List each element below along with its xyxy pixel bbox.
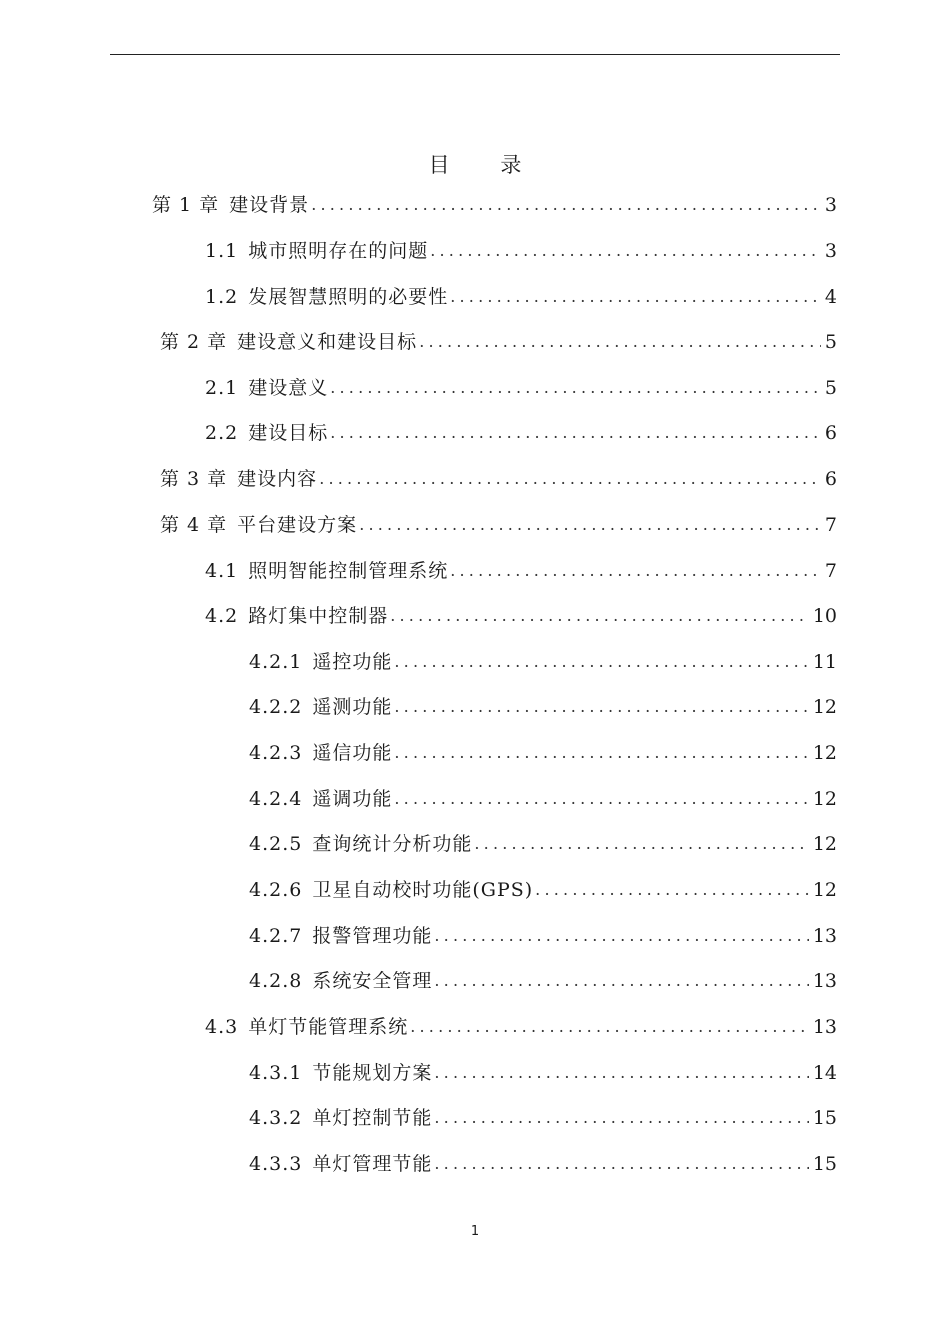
toc-entry-page: 12 <box>812 879 837 901</box>
toc-entry-title: 单灯控制节能 <box>312 1107 433 1129</box>
toc-entry-number: 4.2.7 <box>249 925 303 947</box>
toc-leader-dots <box>434 966 808 996</box>
toc-entry-number: 4.3.1 <box>249 1062 303 1084</box>
toc-entry-number: 4.2.2 <box>249 696 303 718</box>
toc-leader-dots <box>311 190 821 220</box>
toc-entry-title: 建设内容 <box>237 468 318 490</box>
toc-entry-number: 4.2.4 <box>249 788 303 810</box>
toc-entry-4-2-4[interactable] <box>249 784 837 814</box>
toc-leader-dots <box>430 236 821 266</box>
toc-entry-4-2-3[interactable] <box>249 738 837 768</box>
toc-entry-4-2-6[interactable] <box>249 875 837 905</box>
toc-leader-dots <box>330 373 821 403</box>
toc-leader-dots <box>394 647 808 677</box>
toc-entry-number: 4.2.5 <box>249 833 303 855</box>
toc-entry-title: 平台建设方案 <box>237 514 358 536</box>
toc-entry-title: 建设目标 <box>248 422 329 444</box>
toc-entry-number: 4.2.1 <box>249 651 303 673</box>
toc-entry-title: 报警管理功能 <box>312 925 433 947</box>
toc-entry-page: 15 <box>812 1153 837 1175</box>
toc-entry-title: 系统安全管理 <box>312 970 433 992</box>
toc-leader-dots <box>434 1149 808 1179</box>
toc-leader-dots <box>535 875 809 905</box>
toc-entry-number: 第 4 章 <box>160 514 228 536</box>
toc-entry-page: 4 <box>824 286 837 308</box>
toc-entry-ch1[interactable] <box>152 190 837 220</box>
toc-entry-page: 5 <box>824 377 837 399</box>
toc-entry-title: 单灯节能管理系统 <box>248 1016 409 1038</box>
toc-entry-number: 4.3.2 <box>249 1107 303 1129</box>
toc-leader-dots <box>394 692 808 722</box>
toc-leader-dots <box>390 601 809 631</box>
toc-entry-page: 7 <box>824 560 837 582</box>
toc-entry-title: 发展智慧照明的必要性 <box>248 286 449 308</box>
toc-entry-page: 15 <box>812 1107 837 1129</box>
toc-entry-page: 11 <box>812 651 837 673</box>
toc-entry-4-3[interactable] <box>205 1012 837 1042</box>
toc-entry-4-2-8[interactable] <box>249 966 837 996</box>
toc-entry-number: 4.3.3 <box>249 1153 303 1175</box>
toc-leader-dots <box>450 556 821 586</box>
toc-entry-4-3-3[interactable] <box>249 1149 837 1179</box>
toc-entry-4-1[interactable] <box>205 556 837 586</box>
toc-entry-page: 12 <box>812 788 837 810</box>
toc-leader-dots <box>410 1012 809 1042</box>
toc-entry-title: 遥测功能 <box>312 696 393 718</box>
toc-leader-dots <box>474 829 808 859</box>
toc-entry-number: 第 2 章 <box>160 331 228 353</box>
toc-entry-title: 单灯管理节能 <box>312 1153 433 1175</box>
toc-entry-number: 1.1 <box>205 240 239 262</box>
toc-entry-4-2[interactable] <box>205 601 837 631</box>
toc-entry-4-2-2[interactable] <box>249 692 837 722</box>
toc-leader-dots <box>319 464 821 494</box>
toc-entry-title: 城市照明存在的问题 <box>248 240 429 262</box>
page-number: 1 <box>470 1224 480 1239</box>
toc-leader-dots <box>330 418 821 448</box>
toc-entry-title: 遥控功能 <box>312 651 393 673</box>
toc-entry-title: 路灯集中控制器 <box>248 605 389 627</box>
toc-leader-dots <box>434 1103 808 1133</box>
toc-entry-4-2-1[interactable] <box>249 647 837 677</box>
toc-entry-number: 4.3 <box>205 1016 239 1038</box>
toc-leader-dots <box>450 282 821 312</box>
toc-entry-page: 13 <box>812 1016 837 1038</box>
toc-entry-number: 第 1 章 <box>152 194 220 216</box>
toc-entry-title: 查询统计分析功能 <box>312 833 473 855</box>
toc-entry-title: 遥信功能 <box>312 742 393 764</box>
toc-entry-ch3[interactable] <box>160 464 837 494</box>
toc-entry-page: 12 <box>812 833 837 855</box>
toc-entry-1-1[interactable] <box>205 236 837 266</box>
toc-entry-number: 4.2.3 <box>249 742 303 764</box>
toc-entry-number: 4.1 <box>205 560 239 582</box>
toc-entry-4-3-1[interactable] <box>249 1058 837 1088</box>
toc-entry-ch4[interactable] <box>160 510 837 540</box>
toc-entry-4-3-2[interactable] <box>249 1103 837 1133</box>
header-rule <box>110 54 840 55</box>
toc-entry-1-2[interactable] <box>205 282 837 312</box>
toc-entry-title: 建设背景 <box>229 194 310 216</box>
toc-entry-number: 1.2 <box>205 286 239 308</box>
toc-entry-2-1[interactable] <box>205 373 837 403</box>
toc-entry-page: 3 <box>824 194 837 216</box>
toc-entry-title: 建设意义 <box>248 377 329 399</box>
toc-entry-title: 卫星自动校时功能(GPS) <box>312 879 534 901</box>
toc-title: 目 录 <box>428 153 544 177</box>
toc-entry-ch2[interactable] <box>160 327 837 357</box>
toc-entry-title: 节能规划方案 <box>312 1062 433 1084</box>
toc-entry-page: 7 <box>824 514 837 536</box>
toc-entry-4-2-5[interactable] <box>249 829 837 859</box>
toc-leader-dots <box>394 738 808 768</box>
toc-entry-title: 遥调功能 <box>312 788 393 810</box>
toc-entry-page: 13 <box>812 925 837 947</box>
toc-entry-page: 14 <box>812 1062 837 1084</box>
toc-leader-dots <box>434 921 808 951</box>
toc-entry-page: 13 <box>812 970 837 992</box>
toc-entry-number: 4.2.6 <box>249 879 303 901</box>
toc-entry-page: 12 <box>812 696 837 718</box>
toc-leader-dots <box>419 327 821 357</box>
toc-entry-title: 建设意义和建设目标 <box>237 331 418 353</box>
toc-entry-page: 10 <box>812 605 837 627</box>
toc-entry-page: 6 <box>824 422 837 444</box>
toc-entry-page: 6 <box>824 468 837 490</box>
toc-entry-number: 4.2 <box>205 605 239 627</box>
toc-leader-dots <box>394 784 808 814</box>
toc-entry-number: 4.2.8 <box>249 970 303 992</box>
toc-entry-4-2-7[interactable] <box>249 921 837 951</box>
toc-entry-number: 2.2 <box>205 422 239 444</box>
toc-leader-dots <box>434 1058 808 1088</box>
toc-entry-page: 3 <box>824 240 837 262</box>
toc-entry-page: 5 <box>824 331 837 353</box>
toc-leader-dots <box>359 510 821 540</box>
toc-entry-number: 2.1 <box>205 377 239 399</box>
toc-entry-number: 第 3 章 <box>160 468 228 490</box>
toc-entry-page: 12 <box>812 742 837 764</box>
toc-entry-2-2[interactable] <box>205 418 837 448</box>
toc-entry-title: 照明智能控制管理系统 <box>248 560 449 582</box>
